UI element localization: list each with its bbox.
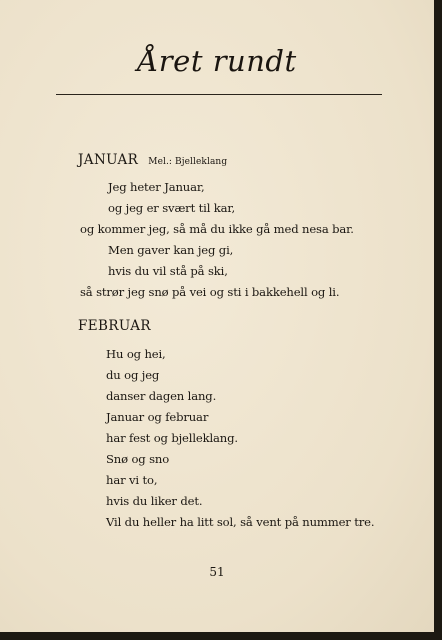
verse-line: så strør jeg snø på vei og sti i bakkehell og li. [80,285,340,299]
verse-line: Vil du heller ha litt sol, så vent på nummer tre. [106,515,375,529]
verse-line: Snø og sno [106,452,170,466]
verse-line: og jeg er svært til kar, [108,201,236,215]
verse-line: hvis du liker det. [106,494,203,508]
section-title: JANUAR [78,152,139,168]
section-heading-februar [78,318,151,334]
verse-line: Men gaver kan jeg gi, [108,243,234,257]
verse-line: Hu og hei, [106,347,166,361]
verse-line: Januar og februar [106,410,209,424]
verse-line: hvis du vil stå på ski, [108,264,228,278]
section-heading-januar [78,152,227,168]
verse-line: Jeg heter Januar, [108,180,205,194]
page-number: 51 [209,565,225,579]
melody-note: Mel.: Bjelleklang [148,157,228,167]
verse-line: og kommer jeg, så må du ikke gå med nesa bar. [80,222,354,236]
page-title: Året rundt [137,44,297,78]
verse-line: du og jeg [106,368,160,382]
title-rule [56,94,382,95]
section-title: FEBRUAR [78,318,151,334]
verse-line: har fest og bjelleklang. [106,431,238,445]
verse-line: har vi to, [106,473,158,487]
verse-line: danser dagen lang. [106,389,217,403]
